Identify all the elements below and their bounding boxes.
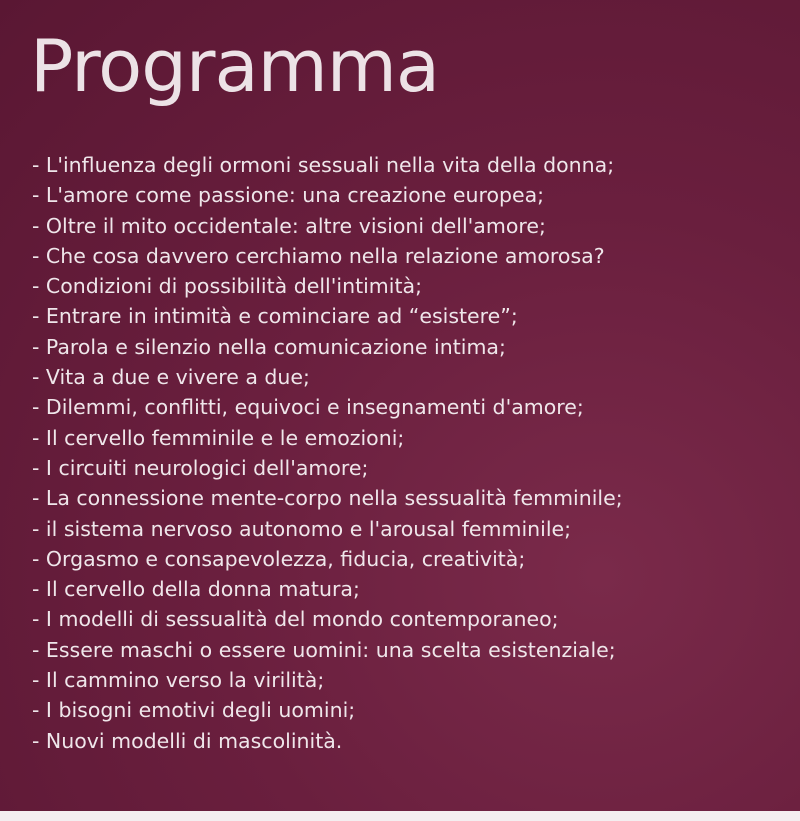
- list-item: - Oltre il mito occidentale: altre visioni dell'amore;: [32, 213, 546, 238]
- list-item: - I bisogni emotivi degli uomini;: [32, 698, 356, 723]
- list-item: - Vita a due e vivere a due;: [32, 365, 310, 390]
- list-item: - Il cervello femminile e le emozioni;: [32, 425, 405, 450]
- list-item: - Entrare in intimità e cominciare ad “esistere”;: [32, 304, 518, 329]
- list-item: - Condizioni di possibilità dell'intimità;: [32, 274, 422, 299]
- list-item: - Parola e silenzio nella comunicazione intima;: [32, 334, 506, 359]
- list-item: - I modelli di sessualità del mondo contemporaneo;: [32, 607, 559, 632]
- list-item: - Che cosa davvero cerchiamo nella relazione amorosa?: [32, 243, 605, 268]
- list-item: - Il cammino verso la virilità;: [32, 668, 325, 693]
- list-item: - L'amore come passione: una creazione europea;: [32, 183, 545, 208]
- list-item: - Nuovi modelli di mascolinità.: [32, 728, 343, 753]
- list-item: - il sistema nervoso autonomo e l'arousal femminile;: [32, 516, 572, 541]
- list-item: - Dilemmi, conflitti, equivoci e insegnamenti d'amore;: [32, 395, 584, 420]
- page-title: Programma: [30, 24, 440, 108]
- list-item: - L'influenza degli ormoni sessuali nella vita della donna;: [32, 153, 615, 177]
- list-item: - Essere maschi o essere uomini: una scelta esistenziale;: [32, 637, 616, 662]
- list-item: - Il cervello della donna matura;: [32, 577, 360, 602]
- list-item: - Orgasmo e consapevolezza, fiducia, creatività;: [32, 546, 526, 571]
- list-item: - La connessione mente-corpo nella sessualità femminile;: [32, 486, 623, 511]
- program-list: [32, 150, 623, 756]
- list-item: - I circuiti neurologici dell'amore;: [32, 455, 369, 480]
